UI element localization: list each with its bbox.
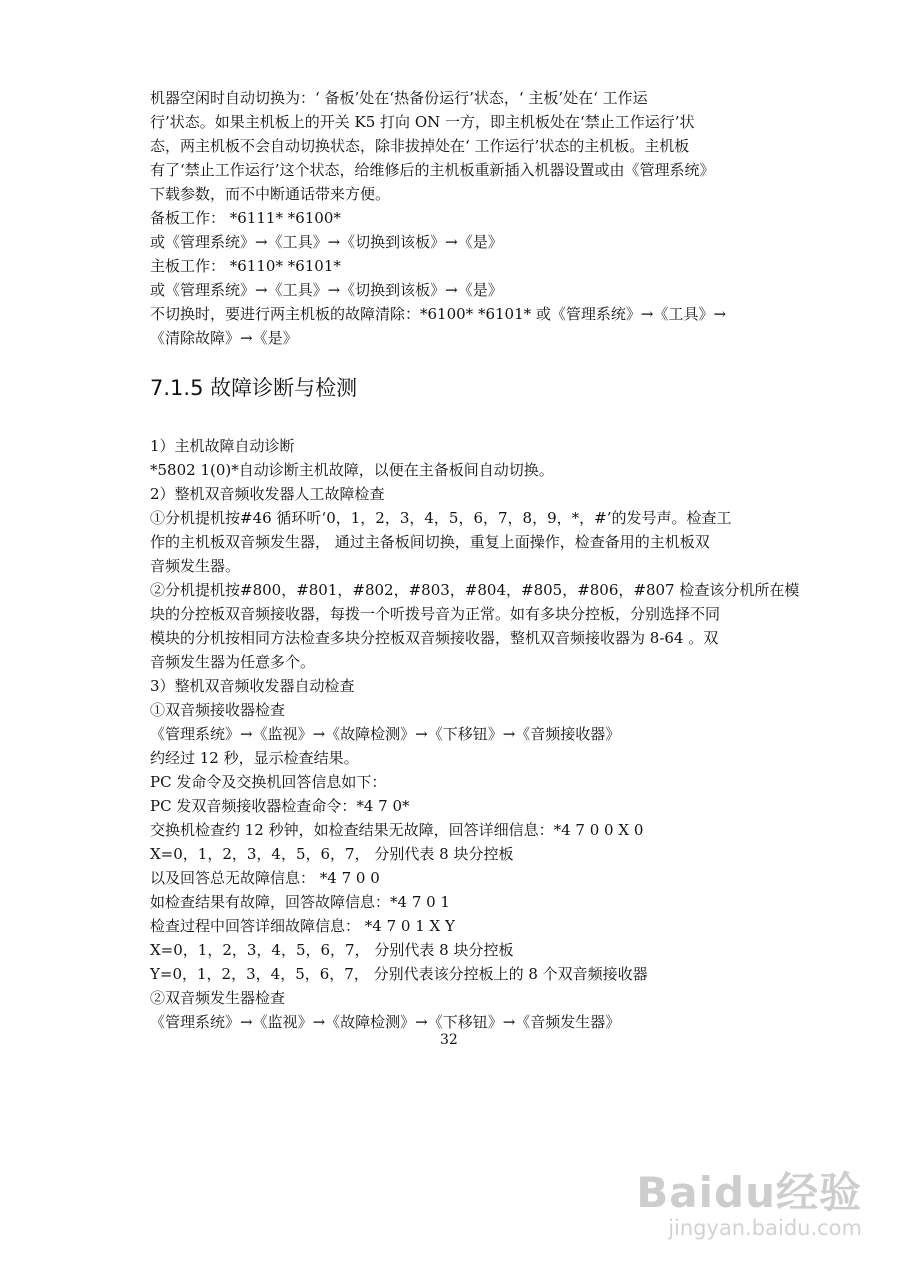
text-line: 2）整机双音频收发器人工故障检查 — [150, 485, 385, 503]
text-line: 行’状态。如果主机板上的开关 K5 打向 ON 一方，即主机板处在‘禁止工作运行’状 — [150, 113, 695, 131]
text-line: 主板工作： *6110* *6101* — [150, 257, 341, 275]
text-line: 以及回答总无故障信息： *4 7 0 0 — [150, 869, 380, 887]
text-line: Y=0，1，2，3，4，5，6，7， 分别代表该分控板上的 8 个双音频接收器 — [150, 965, 648, 983]
text-line: 交换机检查约 12 秒钟，如检查结果无故障，回答详细信息：*4 7 0 0 X 0 — [150, 821, 644, 839]
text-line: 《管理系统》→《监视》→《故障检测》→《下移钮》→《音频发生器》 — [150, 1013, 621, 1031]
section-title: 7.1.5 故障诊断与检测 — [150, 376, 358, 400]
text-line: 机器空闲时自动切换为：‘ 备板’处在‘热备份运行’状态，‘ 主板’处在‘ 工作运 — [150, 89, 648, 107]
text-line: 《清除故障》→《是》 — [150, 329, 298, 347]
text-line: 不切换时，要进行两主机板的故障清除：*6100* *6101* 或《管理系统》→《工具》→ — [150, 305, 727, 323]
text-line: X=0，1，2，3，4，5，6，7， 分别代表 8 块分控板 — [150, 941, 514, 959]
text-line: PC 发命令及交换机回答信息如下： — [150, 773, 387, 791]
text-line: 态，两主机板不会自动切换状态，除非拔掉处在‘ 工作运行’状态的主机板。主机板 — [150, 137, 690, 155]
text-line: 音频发生器。 — [150, 557, 241, 575]
text-line: ①分机提机按#46 循环听‘0，1，2，3，4，5，6，7，8，9，*，#’的发号声。检查工 — [150, 509, 732, 527]
text-line: 检查过程中回答详细故障信息： *4 7 0 1 X Y — [150, 917, 455, 935]
text-line: 有了‘禁止工作运行’这个状态，给维修后的主机板重新插入机器设置或由《管理系统》 — [150, 161, 715, 179]
text-line: 或《管理系统》→《工具》→《切换到该板》→《是》 — [150, 233, 503, 251]
text-line: 约经过 12 秒，显示检查结果。 — [150, 749, 359, 767]
text-line: ②双音频发生器检查 — [150, 989, 286, 1007]
text-line: 《管理系统》→《监视》→《故障检测》→《下移钮》→《音频接收器》 — [150, 725, 621, 743]
text-line: PC 发双音频接收器检查命令：*4 7 0* — [150, 797, 410, 815]
text-line: 如检查结果有故障，回答故障信息：*4 7 0 1 — [150, 893, 450, 911]
text-line: 1）主机故障自动诊断 — [150, 437, 295, 455]
text-line: ②分机提机按#800，#801，#802，#803，#804，#805，#806，#807 检查该分机所在模 — [150, 581, 800, 599]
watermark-logo: Baidu经验 — [636, 1168, 862, 1217]
text-line: 或《管理系统》→《工具》→《切换到该板》→《是》 — [150, 281, 503, 299]
text-line: 3）整机双音频收发器自动检查 — [150, 677, 355, 695]
page-number: 32 — [440, 1032, 458, 1048]
text-line: 模块的分机按相同方法检查多块分控板双音频接收器，整机双音频接收器为 8-64 。双 — [150, 629, 719, 647]
text-line: 块的分控板双音频接收器，每拨一个听拨号音为正常。如有多块分控板，分别选择不同 — [150, 605, 721, 623]
text-line: X=0，1，2，3，4，5，6，7， 分别代表 8 块分控板 — [150, 845, 514, 863]
text-line: 备板工作： *6111* *6100* — [150, 209, 341, 227]
text-line: 下载参数，而不中断通话带来方便。 — [150, 185, 391, 203]
text-line: 音频发生器为任意多个。 — [150, 653, 316, 671]
text-line: 作的主机板双音频发生器， 通过主备板间切换，重复上面操作，检查备用的主机板双 — [150, 533, 710, 551]
watermark-url: jingyan.baidu.com — [668, 1216, 862, 1240]
baidu-jingyan-watermark — [636, 1170, 862, 1240]
text-line: *5802 1(0)*自动诊断主机故障，以便在主备板间自动切换。 — [150, 461, 554, 479]
text-line: ①双音频接收器检查 — [150, 701, 286, 719]
